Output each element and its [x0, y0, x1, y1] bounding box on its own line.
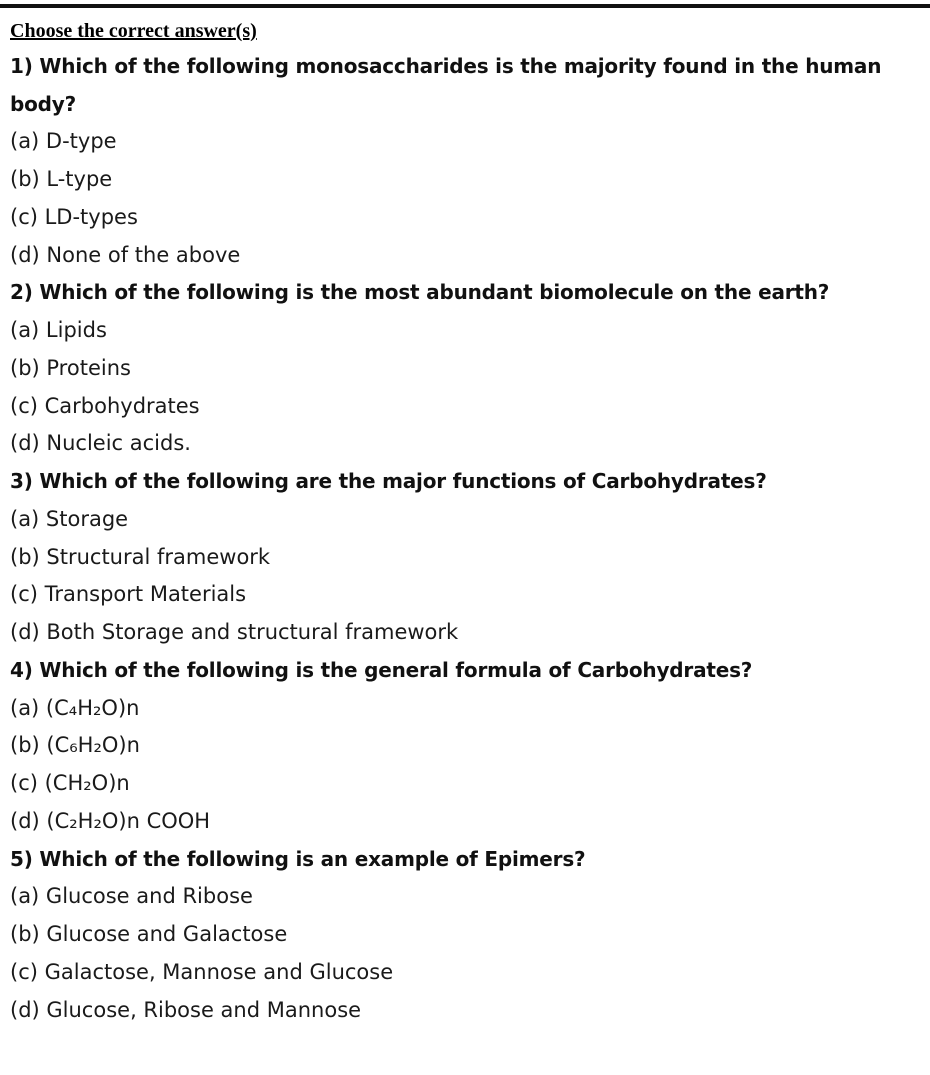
question-1: [10, 48, 915, 274]
option-b[interactable]: (b) Proteins: [10, 355, 131, 380]
option-a[interactable]: (a) (C₄H₂O)n: [10, 695, 140, 720]
question-text: 4) Which of the following is the general formula of Carbohydrates?: [10, 657, 753, 682]
option-c[interactable]: (c) LD-types: [10, 204, 138, 229]
option-a[interactable]: (a) Lipids: [10, 317, 107, 342]
question-2: [10, 274, 915, 463]
option-c[interactable]: (c) Transport Materials: [10, 582, 247, 607]
option-d[interactable]: (d) (C₂H₂O)n COOH: [10, 808, 211, 833]
option-b[interactable]: (b) Structural framework: [10, 544, 271, 569]
option-d[interactable]: (d) Glucose, Ribose and Mannose: [10, 997, 362, 1022]
question-text: 5) Which of the following is an example of Epimers?: [10, 846, 586, 871]
page-heading: Choose the correct answer(s): [10, 20, 257, 42]
option-a[interactable]: (a) Glucose and Ribose: [10, 884, 253, 909]
option-a[interactable]: (a) Storage: [10, 506, 129, 531]
question-text: 1) Which of the following monosaccharides is the majority found in the human body?: [10, 54, 882, 116]
question-list: [10, 48, 915, 1030]
option-b[interactable]: (b) (C₆H₂O)n: [10, 733, 140, 758]
option-d[interactable]: (d) Both Storage and structural framework: [10, 620, 459, 645]
option-d[interactable]: (d) Nucleic acids.: [10, 431, 191, 456]
option-c[interactable]: (c) (CH₂O)n: [10, 771, 130, 796]
option-c[interactable]: (c) Galactose, Mannose and Glucose: [10, 959, 394, 984]
question-3: [10, 463, 915, 652]
question-text: 3) Which of the following are the major functions of Carbohydrates?: [10, 469, 767, 494]
option-b[interactable]: (b) Glucose and Galactose: [10, 922, 288, 947]
question-text: 2) Which of the following is the most abundant biomolecule on the earth?: [10, 280, 830, 305]
question-4: [10, 652, 915, 841]
question-5: [10, 841, 915, 1030]
top-divider: [0, 4, 930, 8]
option-b[interactable]: (b) L-type: [10, 166, 113, 191]
option-c[interactable]: (c) Carbohydrates: [10, 393, 200, 418]
option-a[interactable]: (a) D-type: [10, 129, 117, 154]
option-d[interactable]: (d) None of the above: [10, 242, 241, 267]
